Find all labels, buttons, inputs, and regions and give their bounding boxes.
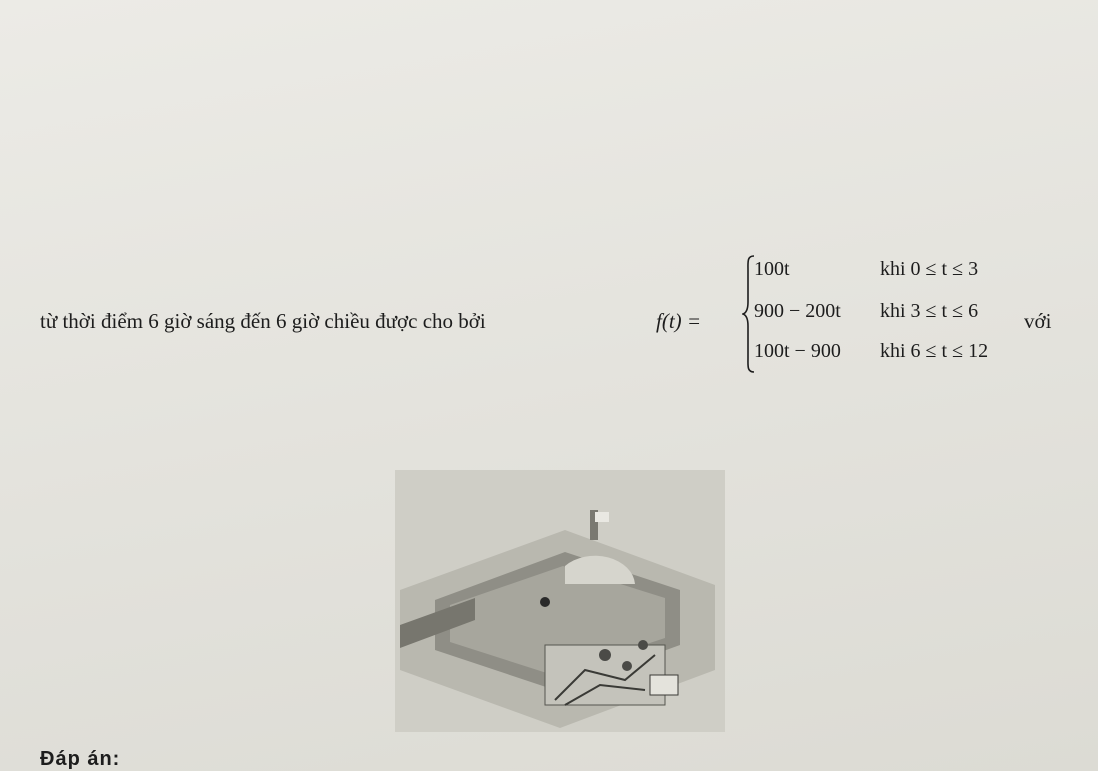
case-2-expression: 900 − 200t xyxy=(754,300,841,322)
case-1-expression: 100t xyxy=(754,258,790,280)
answer-label: Đáp án: xyxy=(40,748,121,770)
case-3-condition: khi 6 ≤ t ≤ 12 xyxy=(880,340,989,362)
case-3-expression: 100t − 900 xyxy=(754,340,841,362)
case-2-condition: khi 3 ≤ t ≤ 6 xyxy=(880,300,979,322)
question-text-line-7-end: với xyxy=(1024,309,1052,333)
case-1-condition: khi 0 ≤ t ≤ 3 xyxy=(880,258,979,280)
question-text-line-7: từ thời điểm 6 giờ sáng đến 6 giờ chiều được cho bởi xyxy=(40,309,486,333)
piecewise-function-lhs: f(t) = xyxy=(656,309,702,333)
pool-filtration-illustration xyxy=(395,470,725,732)
